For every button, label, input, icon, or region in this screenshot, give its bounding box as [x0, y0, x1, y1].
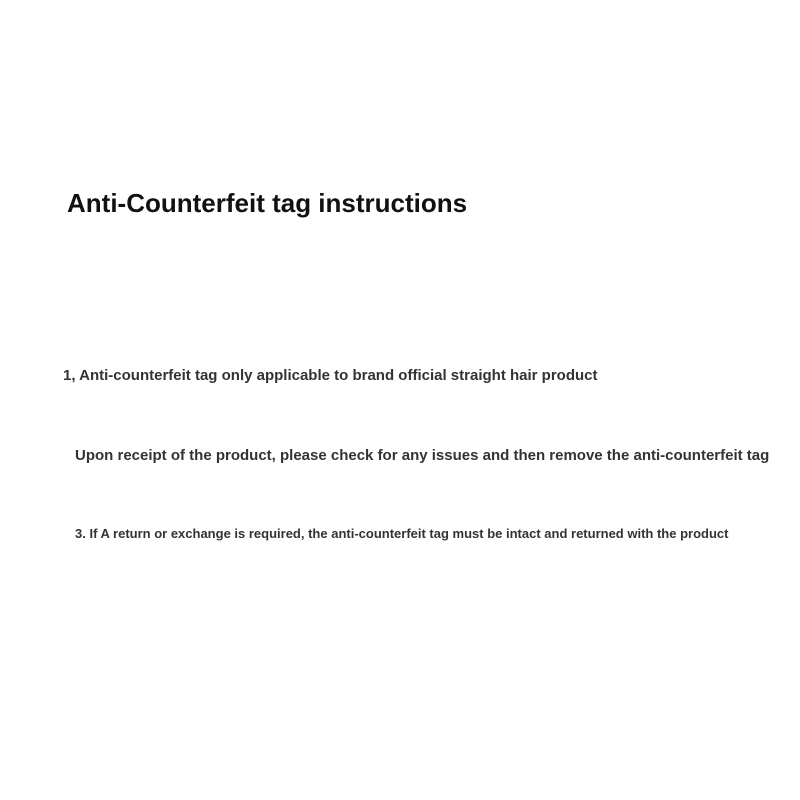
page-title: Anti-Counterfeit tag instructions	[67, 188, 468, 218]
instruction-item-1: 1, Anti-counterfeit tag only applicable to brand official straight hair product	[63, 367, 598, 384]
instruction-item-3: 3. If A return or exchange is required, the anti-counterfeit tag must be intact and returned with the product	[75, 526, 729, 541]
instruction-item-2: Upon receipt of the product, please check for any issues and then remove the anti-counterfeit tag	[75, 447, 770, 464]
